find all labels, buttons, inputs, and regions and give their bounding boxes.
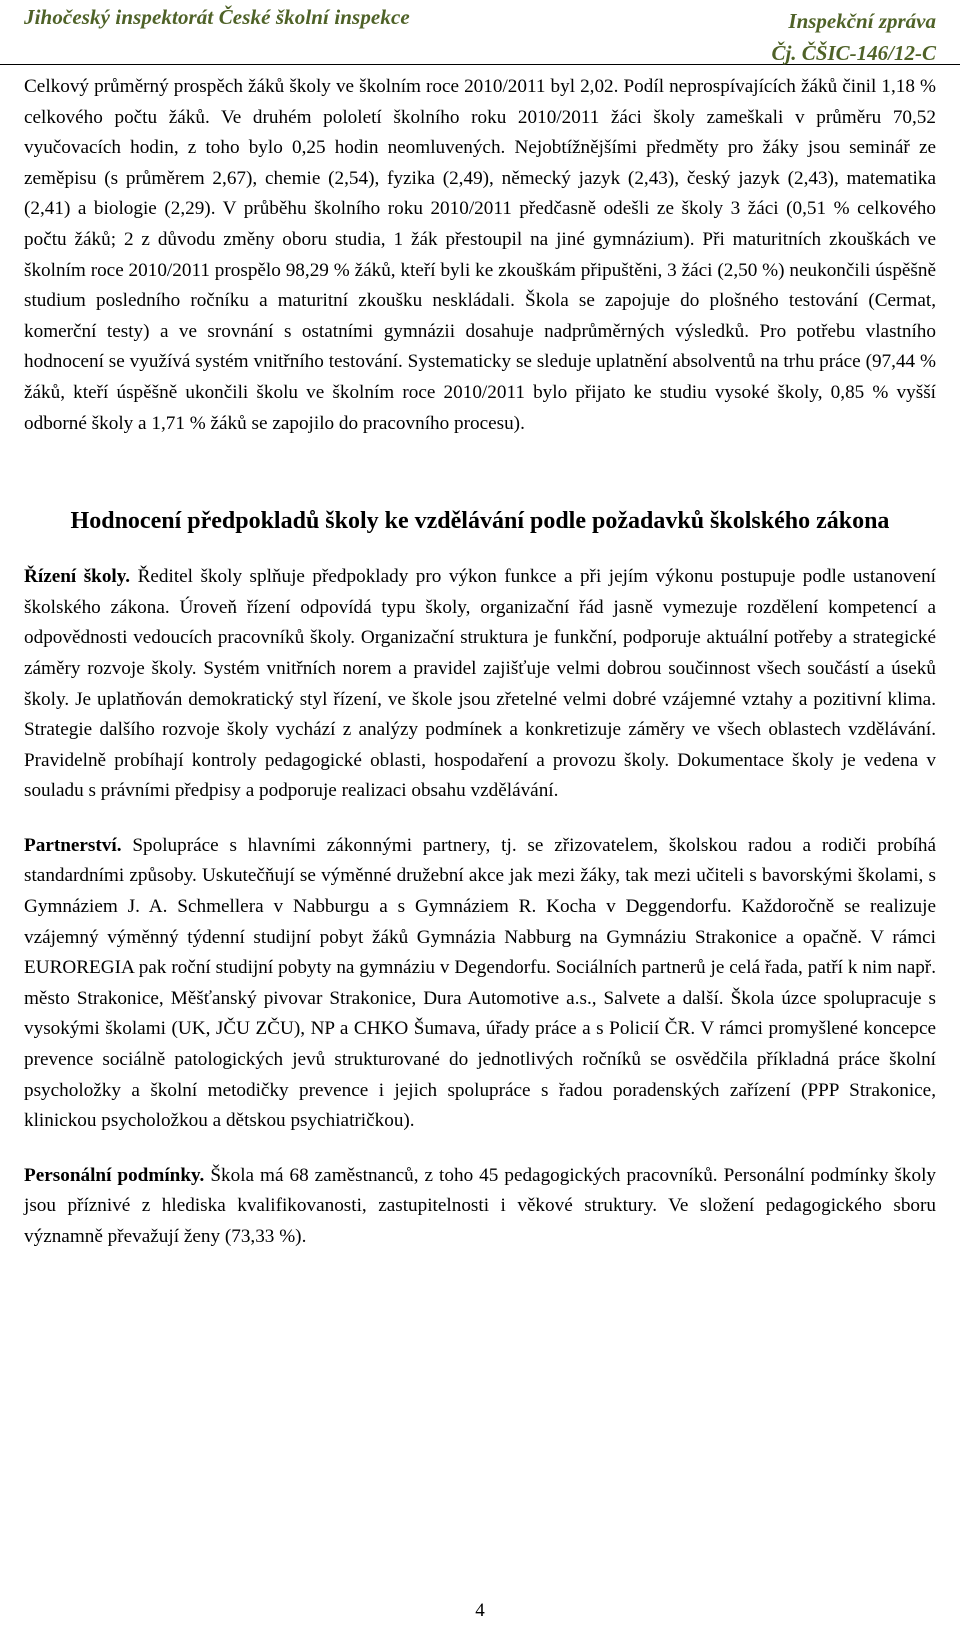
section-rizeni: [24, 562, 936, 807]
section-personalni: [24, 1161, 936, 1253]
page-header: [0, 0, 960, 65]
report-info: [771, 5, 936, 69]
section-personalni-text: Škola má 68 zaměstnanců, z toho 45 pedagogických pracovníků. Personální podmínky školy jsou příznivé z hlediska kvalifikovanosti, zastupitelnosti i věkové struktury. Ve složení pedagogického sboru významně převažují ženy (73,33 %).: [24, 1164, 936, 1247]
section-partnerstvi-text: Spolupráce s hlavními zákonnými partnery, tj. se zřizovatelem, školskou radou a rodiči probíhá standardními způsoby. Uskutečňují se výměnné družební akce jak mezi žáky, tak mezi učiteli s bavorskými školami, s Gymnáziem J. A. Schmellera v Nabburgu a s Gymnáziem R. Kocha v Deggendorfu. Každoročně se realizuje vzájemný výměnný týdenní studijní pobyt žáků Gymnázia Nabburg na Gymnáziu Strakonice a opačně. V rámci EUROREGIA pak roční studijní pobyty na gymnáziu v Degendorfu. Sociálních partnerů je celá řada, patří k nim např. město Strakonice, Měšťanský pivovar Strakonice, Dura Automotive a.s., Salvete a další. Škola úzce spolupracuje s vysokými školami (UK, JČU ZČU), NP a CHKO Šumava, úřady práce a s Policií ČR. V rámci promyšlené koncepce prevence sociálně patologických jevů strukturované do jednotlivých ročníků se osvědčila příkladná práce školní psycholožky a školní metodičky prevence i jejich spolupráce s řadou poradenských zařízení (PPP Strakonice, klinickou psycholožkou a dětskou psychiatričkou).: [24, 834, 936, 1132]
reference-number: Čj. ČŠIC-146/12-C: [771, 41, 936, 65]
results-paragraph: Celkový průměrný prospěch žáků školy ve školním roce 2010/2011 byl 2,02. Podíl neprospívajících žáků činil 1,18 % celkového počtu žáků. Ve druhém pololetí školního roku 2010/2011 žáci školy zameškali v průměru 70,52 vyučovacích hodin, z toho bylo 0,25 hodin neomluvených. Nejobtížnějšími předměty pro žáky jsou seminář ze zeměpisu (s průměrem 2,67), chemie (2,54), fyzika (2,49), německý jazyk (2,43), český jazyk (2,43), matematika (2,41) a biologie (2,29). V průběhu školního roku 2010/2011 předčasně odešli ze školy 3 žáci (0,51 % celkového počtu žáků; 2 z důvodu změny oboru studia, 1 žák přestoupil na jiné gymnázium). Při maturitních zkouškách ve školním roce 2010/2011 prospělo 98,29 % žáků, kteří byli ke zkouškám připuštěni, 3 žáci (2,50 %) neukončili úspěšně studium posledního ročníku a maturitní zkoušku neskládali. Škola se zapojuje do plošného testování (Cermat, komerční testy) a ve srovnání s ostatními gymnázii dosahuje nadprůměrných výsledků. Pro potřebu vlastního hodnocení se využívá systém vnitřního testování. Systematicky se sleduje uplatnění absolventů na trhu práce (97,44 % žáků, kteří úspěšně ukončili školu ve školním roce 2010/2011 bylo přijato ke studiu vysoké školy, 0,85 % vyšší odborné školy a 1,71 % žáků se zapojilo do pracovního procesu).: [24, 76, 936, 434]
section-partnerstvi-title: Partnerství.: [24, 834, 122, 856]
document-body: [24, 72, 936, 1277]
page-number: 4: [475, 1600, 485, 1621]
section-rizeni-title: Řízení školy.: [24, 566, 131, 588]
inspectorate-name: Jihočeský inspektorát České školní inspekce: [24, 5, 410, 29]
report-type: Inspekční zpráva: [788, 9, 936, 33]
section-partnerstvi: [24, 831, 936, 1137]
section-rizeni-text: Ředitel školy splňuje předpoklady pro výkon funkce a při jejím výkonu postupuje podle ustanovení školského zákona. Úroveň řízení odpovídá typu školy, organizační řád jasně vymezuje rozdělení kompetencí a odpovědnosti vedoucích pracovníků školy. Organizační struktura je funkční, podporuje aktuální potřeby a strategické záměry rozvoje školy. Systém vnitřních norem a pravidel zajišťuje velmi dobrou součinnost všech součástí a úseků školy. Je uplatňován demokratický styl řízení, ve škole jsou zřetelné velmi dobré vzájemné vztahy a pozitivní klima. Strategie dalšího rozvoje školy vychází z analýzy podmínek a konkretizuje záměry ve všech oblastech vzdělávání. Pravidelně probíhají kontroly pedagogické oblasti, hospodaření a provozu školy. Dokumentace školy je vedena v souladu s právními předpisy a podporuje realizaci obsahu vzdělávání.: [24, 566, 937, 802]
section-heading: Hodnocení předpokladů školy ke vzdělávání podle požadavků školského zákona: [70, 508, 890, 535]
section-personalni-title: Personální podmínky.: [24, 1164, 205, 1186]
